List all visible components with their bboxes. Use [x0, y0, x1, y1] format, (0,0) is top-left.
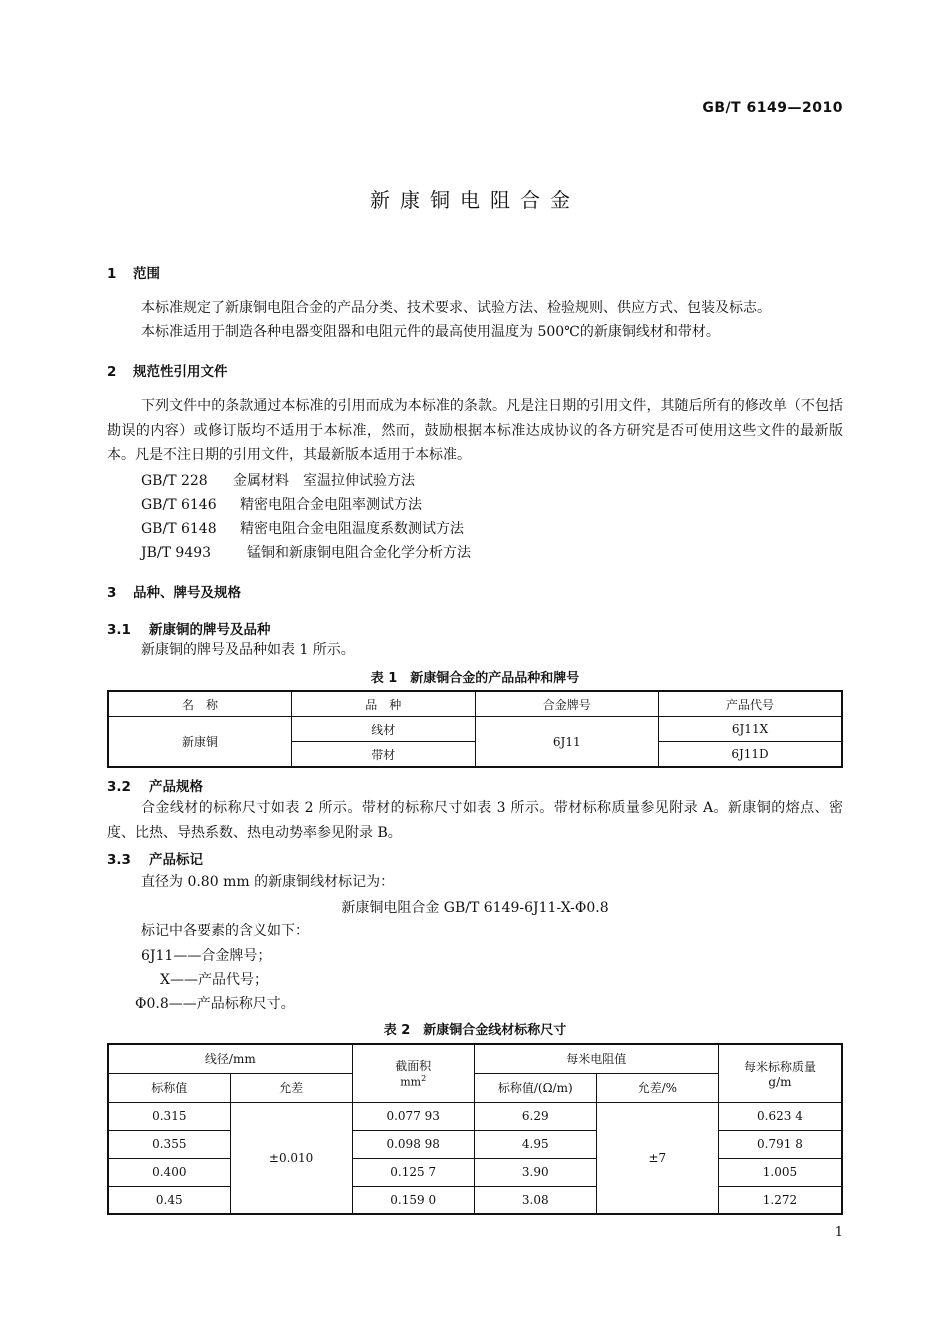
area-unit-text: mm: [400, 1076, 422, 1090]
section-1-paragraph-1: 本标准规定了新康铜电阻合金的产品分类、技术要求、试验方法、检验规则、供应方式、包装及标志。: [141, 300, 771, 316]
table-cell: 1.005: [718, 1158, 842, 1186]
standard-number: GB/T 6149—2010: [702, 100, 843, 116]
reference-name: 精密电阻合金电阻率测试方法: [240, 497, 422, 513]
table-row: [108, 1158, 842, 1186]
table-header: 线径/mm: [108, 1044, 352, 1073]
table-1-caption: 表 1 新康铜合金的产品品种和牌号: [370, 671, 580, 686]
table-cell: 6J11D: [659, 742, 843, 768]
table-header: 每米电阻值: [474, 1044, 718, 1073]
table-cell: 0.400: [108, 1158, 230, 1186]
section-3-3-paragraph-2: 标记中各要素的含义如下：: [141, 923, 309, 939]
reference-item: [141, 494, 422, 514]
table-row: [108, 1130, 842, 1158]
table-header: 标称值/(Ω/m): [474, 1073, 596, 1102]
reference-item: [141, 542, 471, 562]
area-label: 截面积: [395, 1059, 432, 1074]
area-unit: [353, 1074, 474, 1089]
section-number: 3.2: [107, 779, 131, 795]
table-cell: 0.45: [108, 1186, 230, 1214]
table-cell: 线材: [292, 717, 476, 742]
table-row: [108, 1186, 842, 1214]
section-3-3-heading: [107, 848, 203, 868]
section-title: 产品规格: [149, 779, 203, 795]
section-number: 3.3: [107, 852, 131, 868]
marking-meaning-1: 6J11——合金牌号；: [141, 948, 272, 964]
section-3-2-heading: [107, 775, 203, 795]
section-2-paragraph: 下列文件中的条款通过本标准的引用而成为本标准的条款。凡是注日期的引用文件，其随后所有的修改单（不包括勘误的内容）或修订版均不适用于本标准，然而，鼓励根据本标准达成协议的各方研究是否可使用这些文件的最新版本。凡是不注日期的引用文件，其最新版本适用于本标准。: [107, 398, 843, 463]
section-number: 1: [107, 266, 117, 282]
table-header: 产品代号: [659, 691, 843, 717]
marking-example: 新康铜电阻合金 GB/T 6149-6J11-X-Φ0.8: [341, 900, 609, 916]
reference-code: GB/T 6146: [141, 497, 217, 513]
table-cell: 0.791 8: [718, 1130, 842, 1158]
section-3-3-paragraph-1: 直径为 0.80 mm 的新康铜线材标记为：: [141, 874, 395, 890]
table-cell: 0.077 93: [352, 1102, 474, 1130]
reference-name: 精密电阻合金电阻温度系数测试方法: [240, 521, 464, 537]
table-header: 合金牌号: [475, 691, 659, 717]
table-header: 名 称: [108, 691, 292, 717]
table-cell: 0.125 7: [352, 1158, 474, 1186]
section-3-1-heading: [107, 618, 271, 638]
marking-meaning-3: Φ0.8——产品标称尺寸。: [135, 996, 295, 1012]
reference-item: [141, 518, 464, 538]
reference-code: GB/T 6148: [141, 521, 217, 537]
page-number: 1: [834, 1225, 843, 1240]
table-cell: 6.29: [474, 1102, 596, 1130]
mass-label: 每米标称质量: [743, 1059, 816, 1074]
area-unit-exponent: 2: [421, 1074, 427, 1084]
section-1-heading: [107, 262, 160, 282]
section-1-paragraph-2: 本标准适用于制造各种电器变阻器和电阻元件的最高使用温度为 500℃的新康铜线材和带材。: [141, 324, 720, 340]
section-title: 规范性引用文件: [133, 364, 228, 380]
table-cell: 4.95: [474, 1130, 596, 1158]
reference-name: 金属材料 室温拉伸试验方法: [233, 473, 415, 489]
mass-unit: g/m: [768, 1074, 792, 1089]
table-header: [718, 1044, 842, 1102]
table-header: 允差/%: [596, 1073, 718, 1102]
table-cell: 0.159 0: [352, 1186, 474, 1214]
reference-name: 锰铜和新康铜电阻合金化学分析方法: [247, 545, 471, 561]
table-header: [352, 1044, 474, 1102]
table-header: 允差: [230, 1073, 352, 1102]
section-title: 新康铜的牌号及品种: [149, 622, 271, 638]
reference-code: JB/T 9493: [141, 545, 212, 561]
section-title: 品种、牌号及规格: [133, 585, 241, 601]
section-3-2-paragraph: 合金线材的标称尺寸如表 2 所示。带材的标称尺寸如表 3 所示。带材标称质量参见附录 A。新康铜的熔点、密度、比热、导热系数、热电动势率参见附录 B。: [107, 800, 843, 841]
table-1: [107, 690, 843, 768]
table-cell: ±0.010: [230, 1102, 352, 1214]
table-header: 标称值: [108, 1073, 230, 1102]
reference-code: GB/T 228: [141, 473, 208, 489]
table-2-caption: 表 2 新康铜合金线材标称尺寸: [383, 1023, 567, 1038]
table-cell: 带材: [292, 742, 476, 768]
section-title: 产品标记: [149, 852, 203, 868]
document-title: 新康铜电阻合金: [370, 188, 580, 212]
table-cell: 新康铜: [108, 717, 292, 768]
section-number: 3.1: [107, 622, 131, 638]
table-cell: 1.272: [718, 1186, 842, 1214]
table-cell: 6J11X: [659, 717, 843, 742]
section-number: 3: [107, 585, 117, 601]
section-3-heading: [107, 581, 241, 601]
table-cell: 6J11: [475, 717, 659, 768]
table-cell: 3.08: [474, 1186, 596, 1214]
table-cell: 3.90: [474, 1158, 596, 1186]
section-number: 2: [107, 364, 117, 380]
table-cell: 0.315: [108, 1102, 230, 1130]
table-cell: 0.623 4: [718, 1102, 842, 1130]
table-cell: ±7: [596, 1102, 718, 1214]
table-header: 品 种: [292, 691, 476, 717]
table-cell: 0.355: [108, 1130, 230, 1158]
section-3-1-paragraph: 新康铜的牌号及品种如表 1 所示。: [141, 642, 355, 658]
table-row: [108, 717, 842, 742]
table-cell: 0.098 98: [352, 1130, 474, 1158]
section-2-heading: [107, 360, 228, 380]
table-row: [108, 1102, 842, 1130]
marking-meaning-2: X——产品代号；: [160, 972, 268, 988]
reference-item: [141, 470, 415, 490]
table-2: [107, 1043, 843, 1215]
section-title: 范围: [133, 266, 160, 282]
